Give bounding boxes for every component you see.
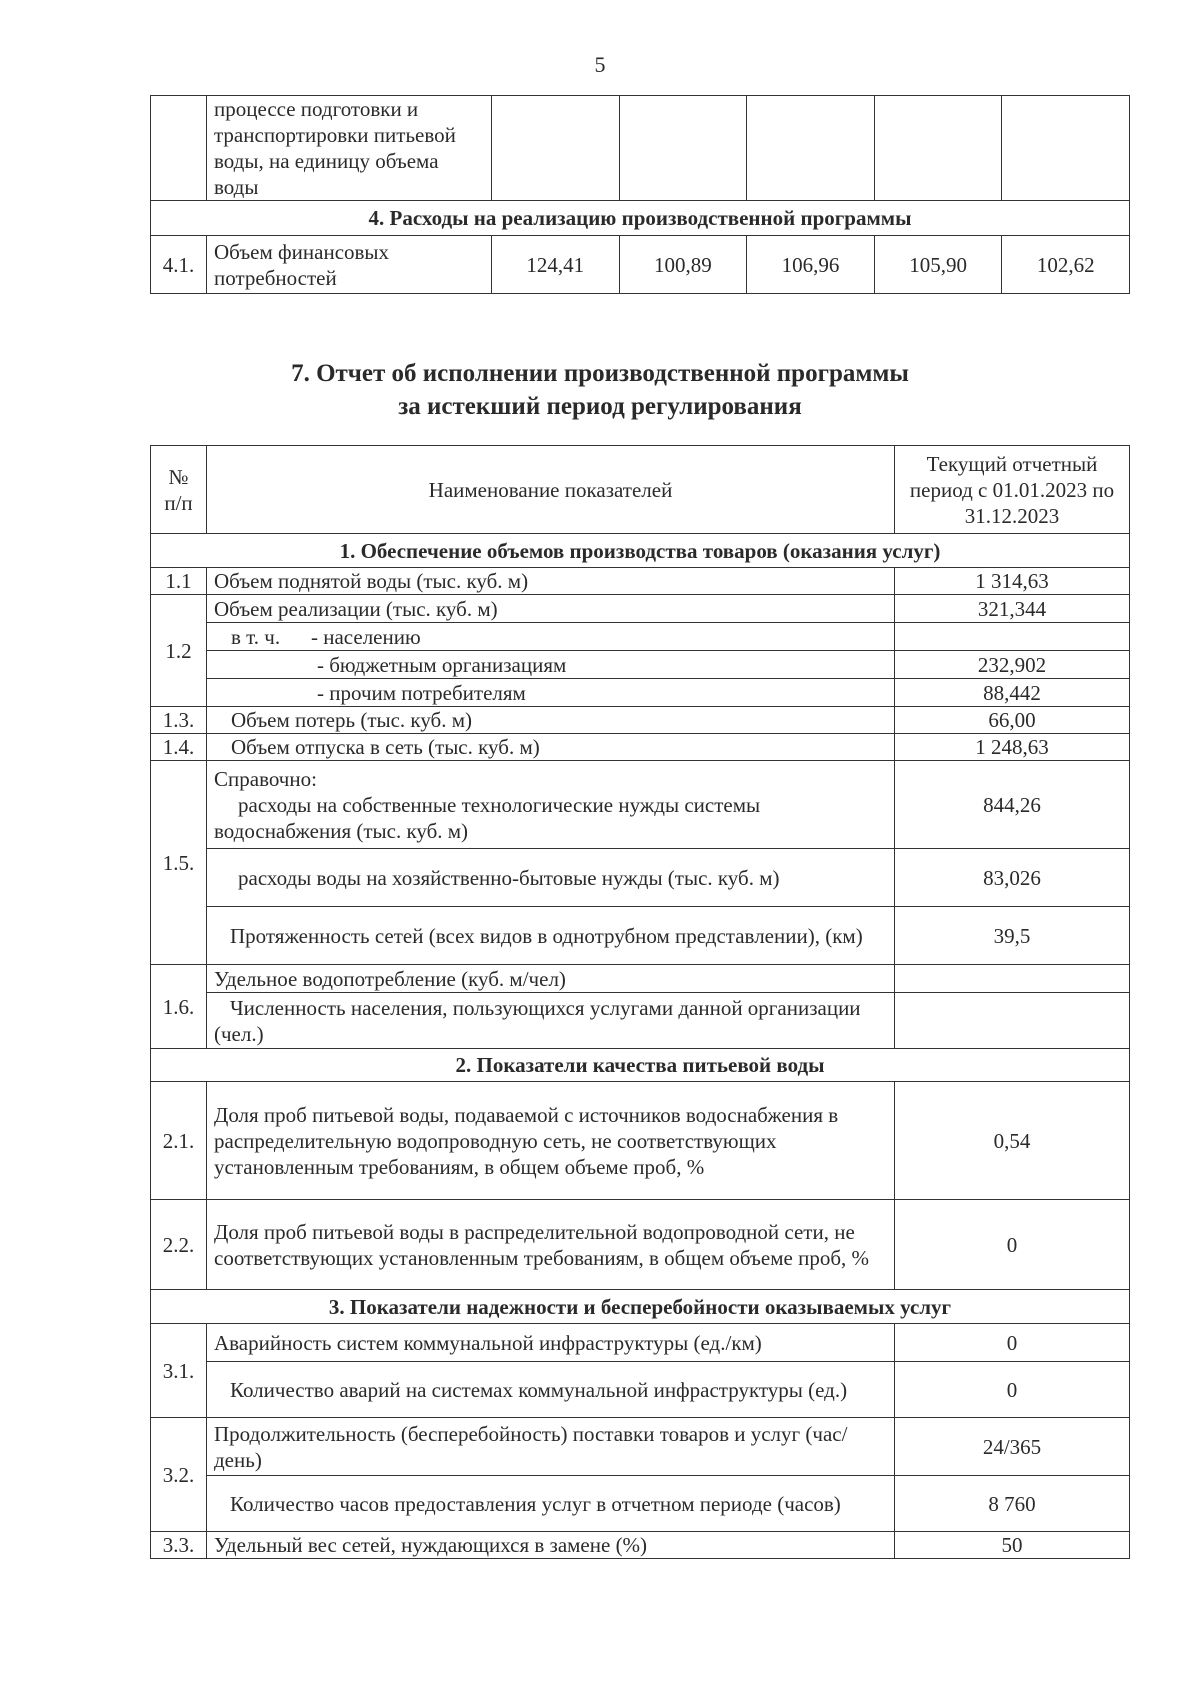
value-cell: 0,54: [895, 1082, 1130, 1200]
row-number-cell: [151, 96, 207, 201]
incl-label: в т. ч.: [231, 624, 281, 649]
value-cell: [874, 96, 1002, 201]
table-row: [151, 1082, 1130, 1200]
value-cell: 1 248,63: [895, 734, 1130, 761]
header-row: [151, 446, 1130, 534]
row-name-cell: Аварийность систем коммунальной инфраструктуры (ед./км): [207, 1324, 895, 1362]
value-cell: [895, 993, 1130, 1049]
row-number-cell: 3.1.: [151, 1324, 207, 1418]
value-cell: 88,442: [895, 679, 1130, 707]
row-name-cell: Удельный вес сетей, нуждающихся в замене (%): [207, 1532, 895, 1559]
value-cell: 39,5: [895, 907, 1130, 965]
table-row: [151, 907, 1130, 965]
value-cell: [747, 96, 875, 201]
production-program-table-continued: [150, 95, 1130, 294]
program-execution-report-table: [150, 445, 1130, 1559]
row-name-cell: Объем финансовых потребностей: [207, 236, 492, 294]
row-number-cell: 1.6.: [151, 965, 207, 1049]
value-cell: 100,89: [619, 236, 747, 294]
section-row: [151, 534, 1130, 568]
table-row: [151, 679, 1130, 707]
row-name-cell: - прочим потребителям: [207, 679, 895, 707]
row-number-cell: 3.3.: [151, 1532, 207, 1559]
table-row: [151, 1476, 1130, 1532]
value-cell: 105,90: [874, 236, 1002, 294]
table-row: [151, 849, 1130, 907]
value-cell: [1002, 96, 1130, 201]
table-row: [151, 623, 1130, 651]
section-title-1: 1. Обеспечение объемов производства товаров (оказания услуг): [151, 534, 1130, 568]
table-row: [151, 595, 1130, 623]
value-cell: 0: [895, 1200, 1130, 1290]
row-number-cell: 3.2.: [151, 1418, 207, 1532]
value-cell: 24/365: [895, 1418, 1130, 1476]
sub-population-label: - населению: [311, 624, 421, 649]
header-name: Наименование показателей: [207, 446, 895, 534]
table-row: [151, 761, 1130, 849]
header-num: № п/п: [151, 446, 207, 534]
value-cell: [895, 623, 1130, 651]
section-row: [151, 201, 1130, 236]
row-name-cell: Объем поднятой воды (тыс. куб. м): [207, 568, 895, 595]
row-number-cell: 1.1: [151, 568, 207, 595]
value-cell: 124,41: [492, 236, 620, 294]
row-name-cell: Объем отпуска в сеть (тыс. куб. м): [207, 734, 895, 761]
value-cell: 102,62: [1002, 236, 1130, 294]
row-name-cell: Объем реализации (тыс. куб. м): [207, 595, 895, 623]
row-number-cell: 2.1.: [151, 1082, 207, 1200]
reference-label: Справочно:: [214, 766, 317, 791]
row-name-cell: - бюджетным организациям: [207, 651, 895, 679]
row-number-cell: 1.5.: [151, 761, 207, 965]
value-cell: 1 314,63: [895, 568, 1130, 595]
value-cell: 0: [895, 1362, 1130, 1418]
row-number-cell: 1.2: [151, 595, 207, 707]
row-name-cell: Количество аварий на системах коммунальной инфраструктуры (ед.): [207, 1362, 895, 1418]
report-heading-line1: 7. Отчет об исполнении производственной программы: [291, 360, 909, 387]
table-row: [151, 1200, 1130, 1290]
section-title-3: 3. Показатели надежности и бесперебойности оказываемых услуг: [151, 1290, 1130, 1324]
row-number-cell: 4.1.: [151, 236, 207, 294]
row-name-cell: Доля проб питьевой воды в распределительной водопроводной сети, не соответствующих установленным требованиям, в общем объеме проб, %: [207, 1200, 895, 1290]
page-number: 5: [594, 52, 606, 77]
value-cell: 66,00: [895, 707, 1130, 734]
value-cell: [619, 96, 747, 201]
row-name-cell: [207, 761, 895, 849]
row-name-cell: процессе подготовки и транспортировки питьевой воды, на единицу объема воды: [207, 96, 492, 201]
table-row: [151, 651, 1130, 679]
value-cell: [895, 965, 1130, 993]
row-number-cell: 1.3.: [151, 707, 207, 734]
report-heading: [0, 357, 1200, 423]
row-name-cell: Объем потерь (тыс. куб. м): [207, 707, 895, 734]
section-row: [151, 1290, 1130, 1324]
header-period: Текущий отчетный период с 01.01.2023 по 31.12.2023: [895, 446, 1130, 534]
row-name-cell: Численность населения, пользующихся услугами данной организации (чел.): [207, 993, 895, 1049]
table-row: [151, 1362, 1130, 1418]
table-row: [151, 734, 1130, 761]
row-number-cell: 2.2.: [151, 1200, 207, 1290]
table-row: [151, 993, 1130, 1049]
value-cell: 83,026: [895, 849, 1130, 907]
table-row: [151, 568, 1130, 595]
section-title-2: 2. Показатели качества питьевой воды: [151, 1049, 1130, 1082]
table-row: [151, 236, 1130, 294]
row-name-cell: Количество часов предоставления услуг в отчетном периоде (часов): [207, 1476, 895, 1532]
section-row: [151, 1049, 1130, 1082]
value-cell: 232,902: [895, 651, 1130, 679]
row-name-cell: расходы воды на хозяйственно-бытовые нужды (тыс. куб. м): [207, 849, 895, 907]
value-cell: 106,96: [747, 236, 875, 294]
value-cell: [492, 96, 620, 201]
value-cell: 321,344: [895, 595, 1130, 623]
table-row: [151, 965, 1130, 993]
table-row: [151, 707, 1130, 734]
section-title-4: 4. Расходы на реализацию производственной программы: [151, 201, 1130, 236]
value-cell: 844,26: [895, 761, 1130, 849]
row-name-cell: Удельное водопотребление (куб. м/чел): [207, 965, 895, 993]
row-name-cell: Протяженность сетей (всех видов в однотрубном представлении), (км): [207, 907, 895, 965]
value-cell: 8 760: [895, 1476, 1130, 1532]
table-row: [151, 1532, 1130, 1559]
row-name-cell: [207, 623, 895, 651]
indicator-name: расходы на собственные технологические нужды системы водоснабжения (тыс. куб. м): [214, 792, 761, 843]
row-number-cell: 1.4.: [151, 734, 207, 761]
row-name-cell: Доля проб питьевой воды, подаваемой с источников водоснабжения в распределительную водопроводную сеть, не соответствующих установленным требованиям, в общем объеме проб, %: [207, 1082, 895, 1200]
table-row: [151, 1418, 1130, 1476]
value-cell: 0: [895, 1324, 1130, 1362]
report-heading-line2: за истекший период регулирования: [398, 393, 802, 420]
table-row: [151, 1324, 1130, 1362]
row-name-cell: Продолжительность (бесперебойность) поставки товаров и услуг (час/день): [207, 1418, 895, 1476]
table-row: [151, 96, 1130, 201]
value-cell: 50: [895, 1532, 1130, 1559]
